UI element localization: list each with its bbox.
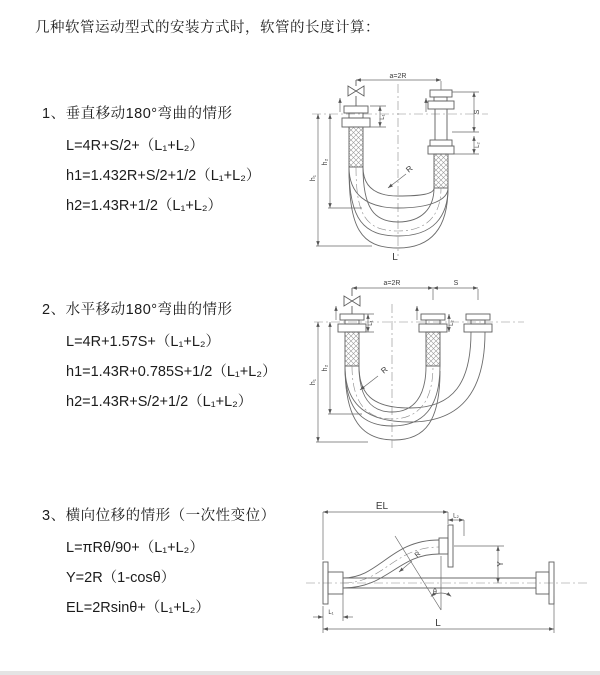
section-3-heading: 3、横向位移的情形（一次性变位） bbox=[42, 508, 276, 524]
label-s: S bbox=[474, 109, 481, 115]
label-s: S bbox=[453, 280, 459, 287]
formula-h1: h1=1.43R+0.785S+1/2（L₁+L₂） bbox=[66, 364, 277, 380]
formula-L: L=4R+S/2+（L₁+L₂） bbox=[66, 138, 204, 154]
label-a2r: a=2R bbox=[389, 73, 407, 80]
dimension-lines bbox=[313, 512, 554, 633]
label-l: L bbox=[392, 252, 398, 262]
label-l1: L₁ bbox=[328, 610, 334, 616]
hose-braid-middle bbox=[426, 332, 440, 366]
right-fittings bbox=[428, 90, 454, 154]
dimension-lines bbox=[316, 80, 479, 246]
hose-braid-left bbox=[349, 127, 363, 167]
label-h2: h₂ bbox=[322, 364, 329, 372]
formula-L: L=4R+1.57S+（L₁+L₂） bbox=[66, 334, 221, 350]
hose-braid-left bbox=[345, 332, 359, 366]
label-l1: L₁ bbox=[380, 114, 386, 120]
label-el: EL bbox=[375, 501, 389, 512]
label-l2: L₂ bbox=[475, 142, 481, 148]
label-h2: h₂ bbox=[322, 158, 329, 166]
diagram-horizontal-180-bend bbox=[306, 276, 546, 454]
label-r: R bbox=[413, 550, 423, 560]
formula-L: L=πRθ/90+（L₁+L₂） bbox=[66, 540, 204, 556]
label-y: Y bbox=[496, 561, 505, 567]
label-theta: θ bbox=[433, 589, 437, 596]
hose-braid-right bbox=[434, 154, 448, 188]
page-bottom-edge bbox=[0, 671, 600, 675]
formula-Y: Y=2R（1-cosθ） bbox=[66, 570, 176, 586]
hose-centerline-curve bbox=[356, 167, 441, 231]
label-h1: h₁ bbox=[310, 174, 317, 182]
angle-construction bbox=[395, 536, 451, 610]
section-2 bbox=[42, 298, 322, 417]
section-1-heading: 1、垂直移动180°弯曲的情形 bbox=[42, 106, 233, 122]
label-l2: L₂ bbox=[449, 320, 455, 326]
straight-hose bbox=[343, 578, 536, 588]
section-3 bbox=[42, 504, 322, 623]
valve-icon bbox=[348, 80, 364, 106]
section-1 bbox=[42, 102, 322, 221]
label-r: R bbox=[404, 163, 415, 175]
formula-EL: EL=2Rsinθ+（L₁+L₂） bbox=[66, 600, 210, 616]
left-fitting bbox=[342, 106, 370, 127]
fittings bbox=[338, 314, 492, 332]
diagram-vertical-180-bend bbox=[306, 70, 506, 262]
formula-h1: h1=1.432R+S/2+1/2（L₁+L₂） bbox=[66, 168, 261, 184]
centerlines bbox=[312, 84, 488, 256]
label-r: R bbox=[379, 364, 390, 376]
label-h1: h₁ bbox=[310, 378, 317, 386]
label-l: L bbox=[435, 618, 441, 629]
label-a2r: a=2R bbox=[383, 280, 401, 287]
section-2-heading: 2、水平移动180°弯曲的情形 bbox=[42, 302, 233, 318]
formula-h2: h2=1.43R+S/2+1/2（L₁+L₂） bbox=[66, 394, 253, 410]
label-l1: L₁ bbox=[368, 320, 374, 326]
hose-u-curves bbox=[349, 167, 448, 248]
valve-icon bbox=[344, 288, 360, 314]
formula-h2: h2=1.43R+1/2（L₁+L₂） bbox=[66, 198, 223, 214]
page-title: 几种软管运动型式的安装方式时，软管的长度计算： bbox=[35, 20, 380, 36]
diagram-lateral-offset bbox=[298, 498, 598, 646]
hose-u-curves bbox=[345, 332, 485, 440]
label-l2: L₂ bbox=[453, 513, 459, 520]
